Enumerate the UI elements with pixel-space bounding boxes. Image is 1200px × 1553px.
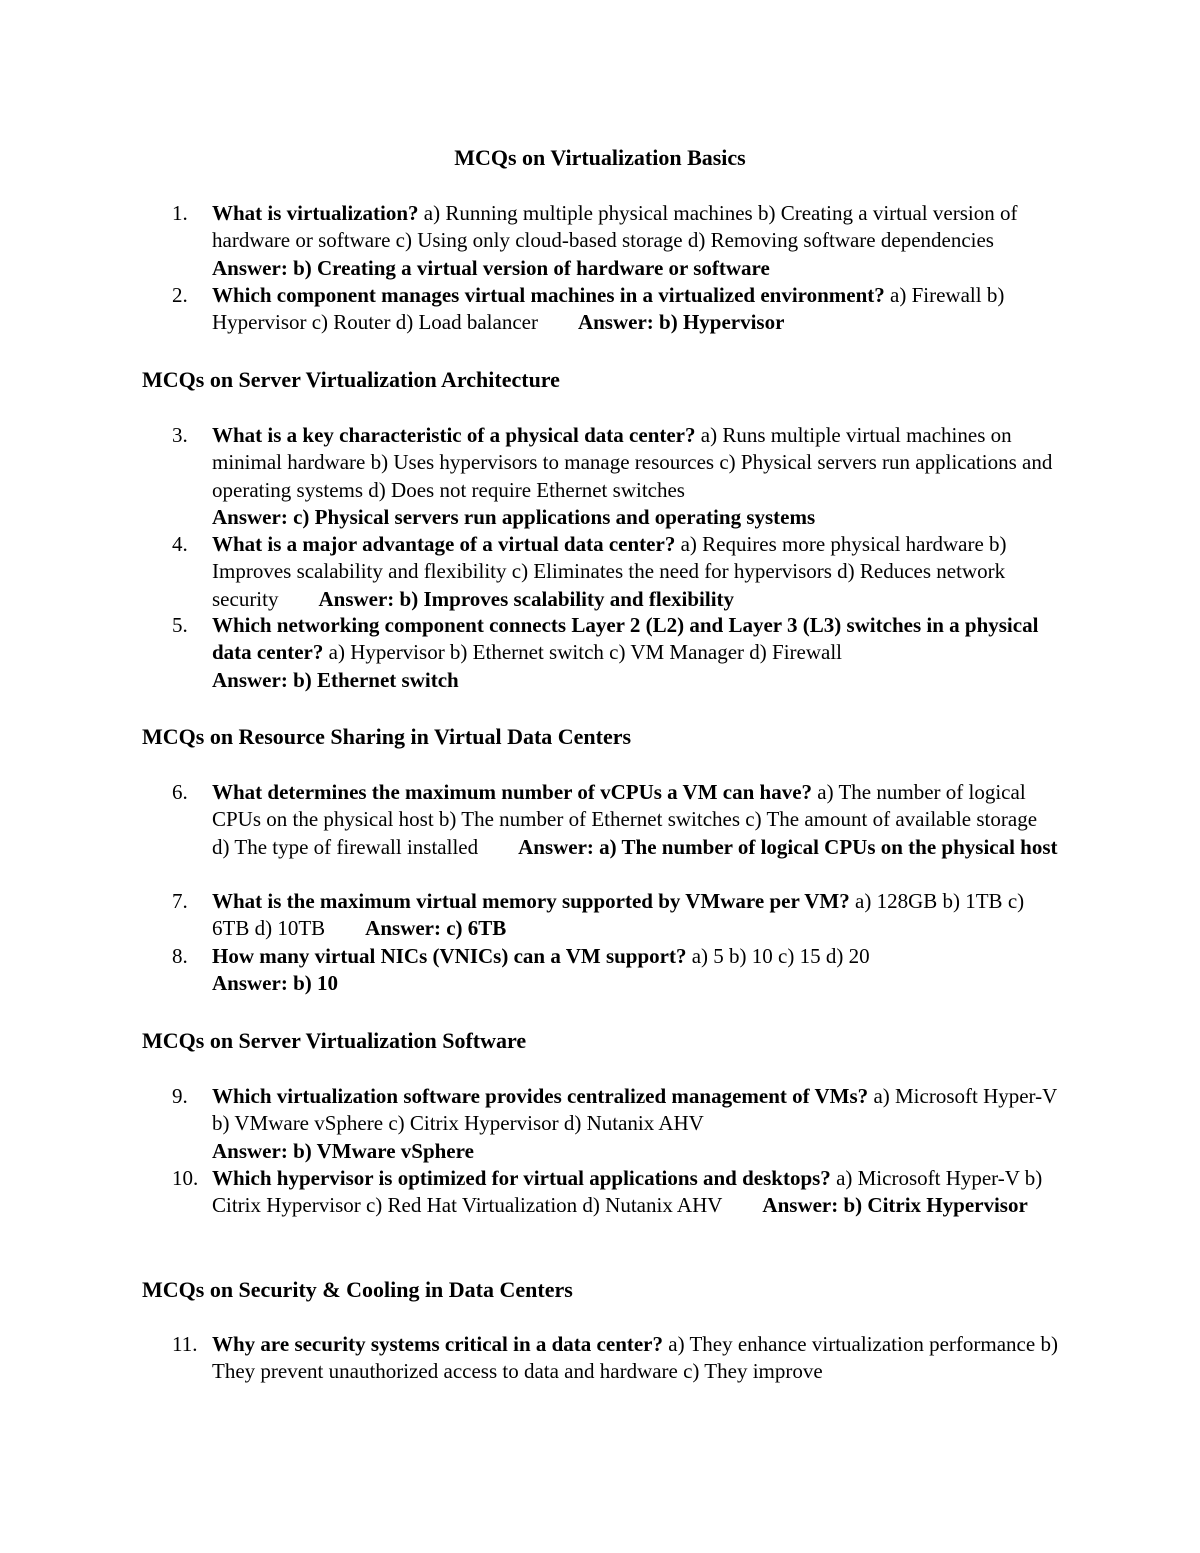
question-number: 11. xyxy=(172,1332,198,1356)
question-text: What is a key characteristic of a physical data center? xyxy=(212,423,696,447)
question-options: a) Runs multiple virtual machines on minimal hardware b) Uses hypervisors to manage resources c) Physical servers run applications and operating systems d) Does not require Ethernet switches xyxy=(212,423,1053,502)
question-text: Which virtualization software provides centralized management of VMs? xyxy=(212,1084,869,1108)
question-options: a) The number of logical CPUs on the physical host b) The number of Ethernet switches c) The amount of available storage d) The type of firewall installed xyxy=(212,780,1038,859)
question-number: 1. xyxy=(172,201,188,225)
document-title: MCQs on Virtualization Basics xyxy=(454,145,746,170)
question-content xyxy=(212,1083,1058,1165)
question-content xyxy=(212,282,1058,337)
question-text: What determines the maximum number of vCPUs a VM can have? xyxy=(212,780,813,804)
question-number: 10. xyxy=(172,1166,199,1190)
question-content xyxy=(212,1331,1058,1386)
question-options: a) 128GB b) 1TB c) 6TB d) 10TB xyxy=(212,889,1025,941)
question-number: 4. xyxy=(172,532,188,556)
question-text: What is a major advantage of a virtual data center? xyxy=(212,532,676,556)
question-text: Why are security systems critical in a data center? xyxy=(212,1332,664,1356)
question-content xyxy=(212,888,1058,943)
question-content xyxy=(212,943,1058,998)
question-item xyxy=(142,200,1058,282)
question-answer: Answer: b) Creating a virtual version of hardware or software xyxy=(212,255,770,280)
question-options: a) They enhance virtualization performance b) They prevent unauthorized access to data and hardware c) They improve xyxy=(212,1332,1058,1384)
section-heading: MCQs on Resource Sharing in Virtual Data Centers xyxy=(142,724,632,749)
question-item xyxy=(142,1331,1058,1386)
question-text: Which hypervisor is optimized for virtual applications and desktops? xyxy=(212,1166,831,1190)
question-item xyxy=(142,282,1058,337)
question-content xyxy=(212,422,1058,532)
section-heading: MCQs on Security & Cooling in Data Centers xyxy=(142,1277,573,1302)
question-content xyxy=(212,1165,1058,1220)
question-item xyxy=(142,888,1058,943)
question-number: 2. xyxy=(172,283,188,307)
question-number: 5. xyxy=(172,613,188,637)
question-answer: Answer: c) 6TB xyxy=(365,916,507,941)
question-answer: Answer: b) 10 xyxy=(212,971,338,996)
question-number: 3. xyxy=(172,423,188,447)
question-options: a) 5 b) 10 c) 15 d) 20 xyxy=(686,944,870,968)
question-content xyxy=(212,779,1058,861)
question-options: a) Firewall b) Hypervisor c) Router d) Load balancer xyxy=(212,283,1005,335)
question-item xyxy=(142,943,1058,998)
question-content xyxy=(212,531,1058,613)
question-number: 6. xyxy=(172,780,188,804)
question-options: a) Requires more physical hardware b) Improves scalability and flexibility c) Eliminates the need for hypervisors d) Reduces network security xyxy=(212,532,1007,611)
question-options: a) Hypervisor b) Ethernet switch c) VM Manager d) Firewall xyxy=(323,640,843,665)
question-answer: Answer: c) Physical servers run applications and operating systems xyxy=(212,505,816,530)
question-item xyxy=(142,531,1058,613)
question-item xyxy=(142,1165,1058,1220)
question-number: 7. xyxy=(172,889,188,913)
question-item xyxy=(142,779,1058,861)
question-options: a) Microsoft Hyper-V b) VMware vSphere c) Citrix Hypervisor d) Nutanix AHV xyxy=(212,1084,1057,1136)
question-item xyxy=(142,612,1058,694)
question-answer: Answer: b) Improves scalability and flexibility xyxy=(318,586,735,611)
question-text: What is virtualization? xyxy=(212,201,419,225)
question-content xyxy=(212,612,1058,694)
question-options: a) Running multiple physical machines b) Creating a virtual version of hardware or software c) Using only cloud-based storage d) Removing software dependencies xyxy=(212,201,1018,253)
question-answer: Answer: b) Hypervisor xyxy=(577,310,785,335)
question-answer: Answer: b) Citrix Hypervisor xyxy=(762,1193,1028,1218)
section-heading: MCQs on Server Virtualization Software xyxy=(142,1028,527,1053)
question-answer: Answer: a) The number of logical CPUs on the physical host xyxy=(518,834,1058,859)
question-text: How many virtual NICs (VNICs) can a VM support? xyxy=(212,944,687,968)
question-number: 8. xyxy=(172,944,188,968)
question-item xyxy=(142,422,1058,532)
question-text: Which networking component connects Layer 2 (L2) and Layer 3 (L3) switches in a physical data center? xyxy=(212,613,1039,665)
question-number: 9. xyxy=(172,1084,188,1108)
question-answer: Answer: b) VMware vSphere xyxy=(212,1138,474,1163)
section-heading: MCQs on Server Virtualization Architecture xyxy=(142,367,560,392)
question-options: a) Microsoft Hyper-V b) Citrix Hypervisor c) Red Hat Virtualization d) Nutanix AHV xyxy=(212,1166,1043,1218)
question-answer: Answer: b) Ethernet switch xyxy=(212,667,459,692)
question-text: Which component manages virtual machines in a virtualized environment? xyxy=(212,283,885,307)
question-content xyxy=(212,200,1058,282)
question-item xyxy=(142,1083,1058,1165)
question-text: What is the maximum virtual memory supported by VMware per VM? xyxy=(212,889,850,913)
